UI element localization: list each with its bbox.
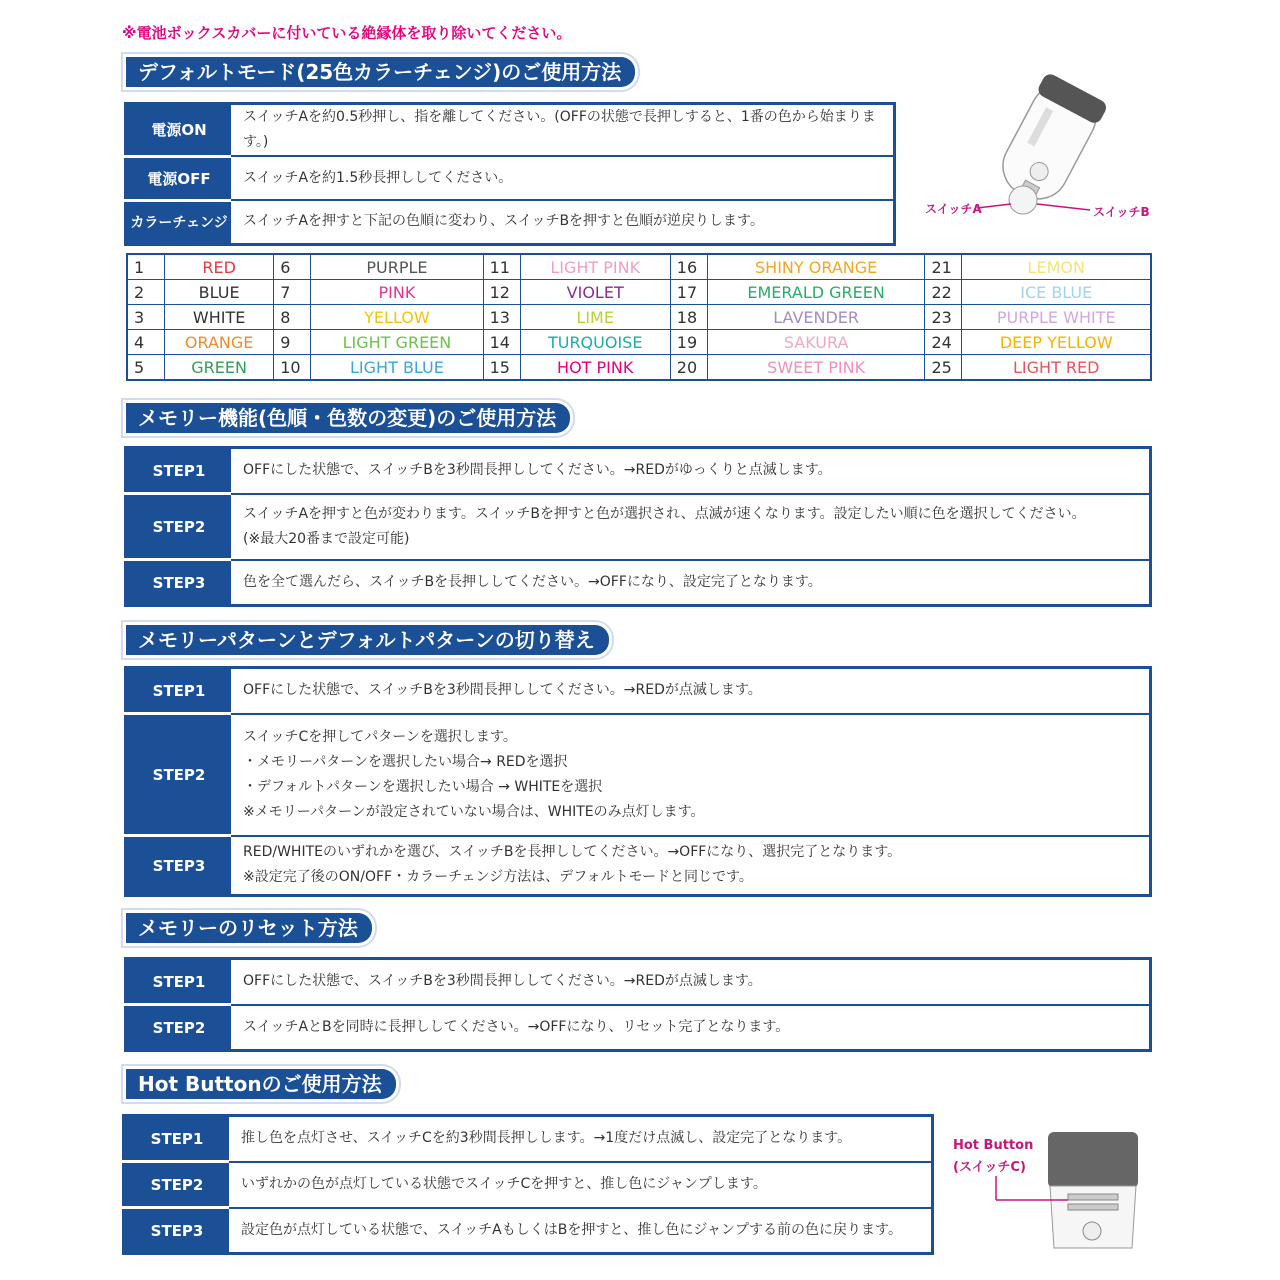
step-row: [124, 1208, 933, 1254]
step-line: スイッチAとBを同時に長押ししてください。→OFFになり、リセット完了となります。: [243, 1018, 790, 1035]
step-text: [231, 1005, 1151, 1051]
color-row: [127, 355, 1151, 381]
color-name: TURQUOISE: [520, 330, 670, 355]
hot-button-illustration: [950, 1128, 1150, 1258]
step-text: [231, 448, 1151, 494]
color-number: 1: [127, 254, 165, 280]
step-line: OFFにした状態で、スイッチBを3秒間長押ししてください。→REDが点滅します。: [243, 973, 762, 990]
step-line: 色を全て選んだら、スイッチBを長押ししてください。→OFFになり、設定完了となります。: [243, 573, 822, 590]
color-name: GREEN: [165, 355, 274, 381]
step-label: STEP1: [126, 959, 232, 1005]
color-number: 13: [483, 305, 520, 330]
step-text: [229, 1116, 933, 1162]
step-line: スイッチCを押してパターンを選択します。: [243, 728, 517, 745]
color-number: 10: [274, 355, 311, 381]
penlight-bottom-icon: [950, 1128, 1150, 1258]
step-text: [231, 836, 1151, 896]
color-name: LEMON: [962, 254, 1151, 280]
color-name: ICE BLUE: [962, 280, 1151, 305]
color-number: 24: [925, 330, 962, 355]
step-text: [229, 1208, 933, 1254]
step-line: OFFにした状態で、スイッチBを3秒間長押ししてください。→REDがゆっくりと点滅します。: [243, 462, 832, 479]
step-line: 設定色が点灯している状態で、スイッチAもしくはBを押すと、推し色にジャンプする前の色に戻ります。: [241, 1221, 902, 1238]
pattern-switch-table: [124, 666, 1152, 897]
color-name: LIGHT GREEN: [311, 330, 483, 355]
color-name: ORANGE: [165, 330, 274, 355]
memory-function-title: メモリー機能(色順・色数の変更)のご使用方法: [126, 403, 570, 433]
power-off-label: 電源OFF: [126, 156, 232, 200]
step-label: STEP2: [126, 494, 232, 560]
color-number: 17: [670, 280, 707, 305]
step-row: [126, 668, 1151, 714]
color-name: SWEET PINK: [707, 355, 925, 381]
pattern-switch-title: メモリーパターンとデフォルトパターンの切り替え: [126, 625, 609, 655]
color-name: PURPLE: [311, 254, 483, 280]
step-label: STEP1: [124, 1116, 230, 1162]
step-line: RED/WHITEのいずれかを選び、スイッチBを長押ししてください。→OFFになり、選択完了となります。: [243, 844, 902, 861]
switch-a-label: スイッチA: [925, 202, 982, 216]
step-line: ・メモリーパターンを選択したい場合→ REDを選択: [243, 753, 568, 770]
color-number: 12: [483, 280, 520, 305]
step-label: STEP2: [126, 714, 232, 836]
step-label: STEP3: [124, 1208, 230, 1254]
color-number: 8: [274, 305, 311, 330]
color-number: 7: [274, 280, 311, 305]
step-text: [231, 494, 1151, 560]
color-number: 16: [670, 254, 707, 280]
color-number: 14: [483, 330, 520, 355]
step-text: [231, 714, 1151, 836]
color-number: 21: [925, 254, 962, 280]
power-on-label: 電源ON: [126, 104, 232, 157]
step-label: STEP2: [126, 1005, 232, 1051]
color-order-table: [126, 253, 1152, 381]
step-row: [126, 494, 1151, 560]
penlight-illustration: [925, 72, 1160, 232]
hot-button-callout: Hot Button: [953, 1138, 1034, 1153]
color-number: 20: [670, 355, 707, 381]
step-line: スイッチAを押すと色が変わります。スイッチBを押すと色が選択され、点滅が速くなります。設定したい順に色を選択してください。: [243, 505, 1086, 522]
step-row: [126, 1005, 1151, 1051]
color-name: VIOLET: [520, 280, 670, 305]
step-line: ・デフォルトパターンを選択したい場合 → WHITEを選択: [243, 778, 603, 795]
step-row: [124, 1116, 933, 1162]
color-number: 23: [925, 305, 962, 330]
color-name: DEEP YELLOW: [962, 330, 1151, 355]
color-number: 6: [274, 254, 311, 280]
color-name: YELLOW: [311, 305, 483, 330]
color-name: BLUE: [165, 280, 274, 305]
color-name: PINK: [311, 280, 483, 305]
switch-b-label: スイッチB: [1093, 205, 1150, 219]
color-name: LIME: [520, 305, 670, 330]
step-text: [231, 959, 1151, 1005]
step-row: [126, 836, 1151, 896]
color-number: 9: [274, 330, 311, 355]
color-row: [127, 305, 1151, 330]
color-name: PURPLE WHITE: [962, 305, 1151, 330]
color-row: [127, 330, 1151, 355]
step-text: [231, 560, 1151, 606]
step-label: STEP1: [126, 448, 232, 494]
step-label: STEP1: [126, 668, 232, 714]
color-name: LAVENDER: [707, 305, 925, 330]
power-on-text: スイッチAを約0.5秒押し、指を離してください。(OFFの状態で長押しすると、1番の色から始まります。): [231, 104, 895, 157]
color-name: WHITE: [165, 305, 274, 330]
default-mode-title: デフォルトモード(25色カラーチェンジ)のご使用方法: [126, 57, 635, 87]
step-line: (※最大20番まで設定可能): [243, 530, 410, 547]
step-row: [126, 714, 1151, 836]
switch-c-callout: (スイッチC): [953, 1160, 1026, 1175]
color-name: LIGHT PINK: [520, 254, 670, 280]
color-number: 4: [127, 330, 165, 355]
step-label: STEP3: [126, 560, 232, 606]
color-number: 18: [670, 305, 707, 330]
step-row: [126, 959, 1151, 1005]
color-change-label: カラーチェンジ: [126, 200, 232, 244]
color-number: 3: [127, 305, 165, 330]
step-row: [126, 560, 1151, 606]
step-line: 推し色を点灯させ、スイッチCを約3秒間長押しします。→1度だけ点滅し、設定完了となります。: [241, 1130, 852, 1147]
step-label: STEP2: [124, 1162, 230, 1208]
step-line: ※メモリーパターンが設定されていない場合は、WHITEのみ点灯します。: [243, 803, 705, 820]
color-number: 5: [127, 355, 165, 381]
color-name: LIGHT RED: [962, 355, 1151, 381]
hot-button-table: [122, 1114, 934, 1255]
step-row: [124, 1162, 933, 1208]
color-row: [127, 254, 1151, 280]
color-row: [127, 280, 1151, 305]
battery-notice: ※電池ボックスカバーに付いている絶縁体を取り除いてください。: [122, 24, 572, 42]
color-number: 22: [925, 280, 962, 305]
step-text: [231, 668, 1151, 714]
step-label: STEP3: [126, 836, 232, 896]
color-number: 11: [483, 254, 520, 280]
color-name: SAKURA: [707, 330, 925, 355]
color-change-text: スイッチAを押すと下記の色順に変わり、スイッチBを押すと色順が逆戻りします。: [243, 213, 764, 230]
color-number: 2: [127, 280, 165, 305]
memory-reset-table: [124, 957, 1152, 1052]
color-name: SHINY ORANGE: [707, 254, 925, 280]
step-line: ※設定完了後のON/OFF・カラーチェンジ方法は、デフォルトモードと同じです。: [243, 869, 753, 886]
color-number: 25: [925, 355, 962, 381]
power-off-text: スイッチAを約1.5秒長押ししてください。: [231, 156, 895, 200]
hot-button-title: Hot Buttonのご使用方法: [126, 1069, 396, 1099]
memory-reset-title: メモリーのリセット方法: [126, 913, 372, 943]
step-text: [229, 1162, 933, 1208]
color-number: 15: [483, 355, 520, 381]
step-line: いずれかの色が点灯している状態でスイッチCを押すと、推し色にジャンプします。: [241, 1176, 767, 1192]
color-name: EMERALD GREEN: [707, 280, 925, 305]
color-name: RED: [165, 254, 274, 280]
color-name: HOT PINK: [520, 355, 670, 381]
step-line: OFFにした状態で、スイッチBを3秒間長押ししてください。→REDが点滅します。: [243, 682, 762, 699]
color-number: 19: [670, 330, 707, 355]
color-name: LIGHT BLUE: [311, 355, 483, 381]
step-row: [126, 448, 1151, 494]
memory-function-table: [124, 446, 1152, 607]
default-mode-table: [124, 102, 896, 246]
